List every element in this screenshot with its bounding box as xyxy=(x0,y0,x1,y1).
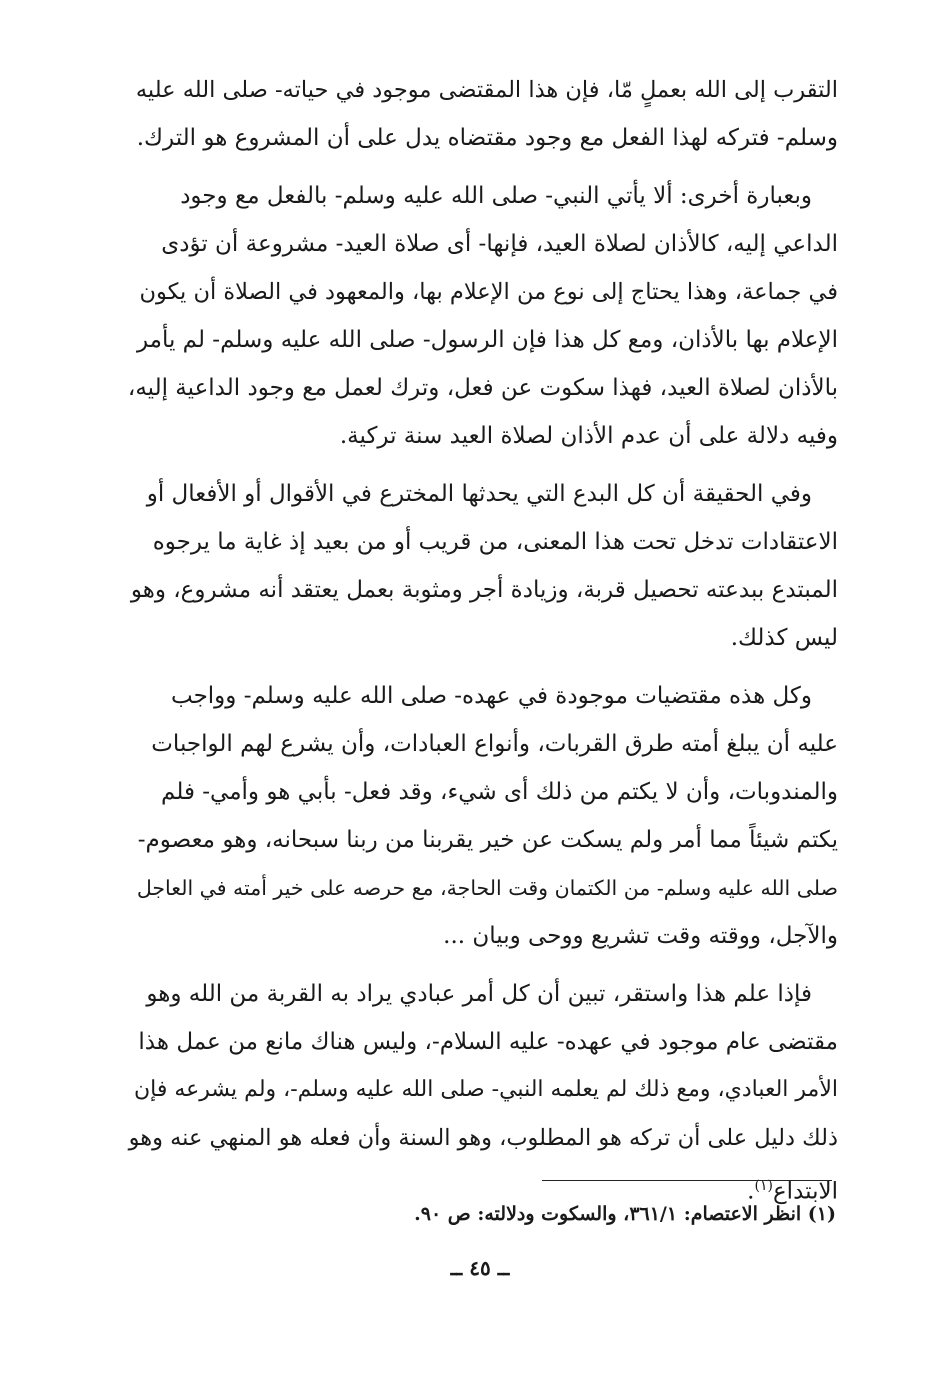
text-line: المبتدع ببدعته تحصيل قربة، وزيادة أجر ومثوبة بعمل يعتقد أنه مشروع، وهو xyxy=(130,577,838,603)
paragraph-5 xyxy=(128,970,838,1210)
text-line: في جماعة، وهذا يحتاج إلى نوع من الإعلام بها، والمعهود في الصلاة أن يكون xyxy=(139,279,838,305)
sentence-end: . xyxy=(747,1178,755,1205)
text-line: ذلك دليل على أن تركه هو المطلوب، وهو السنة وأن فعله هو المنهي عنه وهو xyxy=(128,1125,838,1151)
text-line: الأمر العبادي، ومع ذلك لم يعلمه النبي- صلى الله عليه وسلم-، ولم يشرعه فإن xyxy=(134,1077,838,1102)
text-line: بالأذان لصلاة العيد، فهذا سكوت عن فعل، وترك لعمل مع وجود الداعية إليه، xyxy=(127,375,838,401)
text-line: وبعبارة أخرى: ألا يأتي النبي- صلى الله عليه وسلم- بالفعل مع وجود xyxy=(180,183,812,209)
text-line: وسلم- فتركه لهذا الفعل مع وجود مقتضاه يدل على أن المشروع هو الترك. xyxy=(136,125,838,151)
text-line: وفيه دلالة على أن عدم الأذان لصلاة العيد سنة تركية. xyxy=(339,423,838,449)
text-line: والمندوبات، وأن لا يكتم من ذلك أى شيء، وقد فعل- بأبي هو وأمي- فلم xyxy=(161,779,838,805)
text-line: التقرب إلى الله بعملٍ مّا، فإن هذا المقتضى موجود في حياته- صلى الله عليه xyxy=(135,77,838,103)
text-line: وفي الحقيقة أن كل البدع التي يحدثها المخترع في الأقوال أو الأفعال أو xyxy=(146,481,812,507)
footnote: (١) انظر الاعتصام: ٣٦١/١، والسكوت ودلالته: ص ٩٠. xyxy=(414,1203,836,1225)
text-line: صلى الله عليه وسلم- من الكتمان وقت الحاجة، مع حرصه على خير أمته في العاجل xyxy=(136,876,838,900)
text-line: الإعلام بها بالأذان، ومع كل هذا فإن الرسول- صلى الله عليه وسلم- لم يأمر xyxy=(136,327,838,353)
text-line: الاعتقادات تدخل تحت هذا المعنى، من قريب أو من بعيد إذ غاية ما يرجوه xyxy=(152,529,838,555)
footnote-divider xyxy=(542,1180,832,1181)
text-line: يكتم شيئاً مما أمر ولم يسكت عن خير يقربنا من ربنا سبحانه، وهو معصوم- xyxy=(137,827,838,853)
body-text xyxy=(128,66,838,1220)
text-line: مقتضى عام موجود في عهده- عليه السلام-، وليس هناك مانع من عمل هذا xyxy=(138,1029,838,1055)
paragraph-4 xyxy=(128,672,838,960)
footnote-reference: (١) xyxy=(754,1178,773,1194)
text-line: فإذا علم هذا واستقر، تبين أن كل أمر عبادي يراد به القربة من الله وهو xyxy=(146,981,812,1007)
paragraph-1 xyxy=(128,66,838,162)
text-line: وكل هذه مقتضيات موجودة في عهده- صلى الله عليه وسلم- وواجب xyxy=(170,683,812,709)
text-line: الابتداع xyxy=(772,1178,838,1205)
text-line: الداعي إليه، كالأذان لصلاة العيد، فإنها- أى صلاة العيد- مشروعة أن تؤدى xyxy=(161,231,838,257)
text-line: والآجل، ووقته وقت تشريع ووحى وبيان ... xyxy=(443,923,838,949)
text-line: ليس كذلك. xyxy=(730,625,838,651)
paragraph-2 xyxy=(128,172,838,460)
page-number: ــ ٤٥ ــ xyxy=(450,1256,510,1280)
paragraph-3 xyxy=(128,470,838,662)
text-line: عليه أن يبلغ أمته طرق القربات، وأنواع العبادات، وأن يشرع لهم الواجبات xyxy=(151,731,838,757)
